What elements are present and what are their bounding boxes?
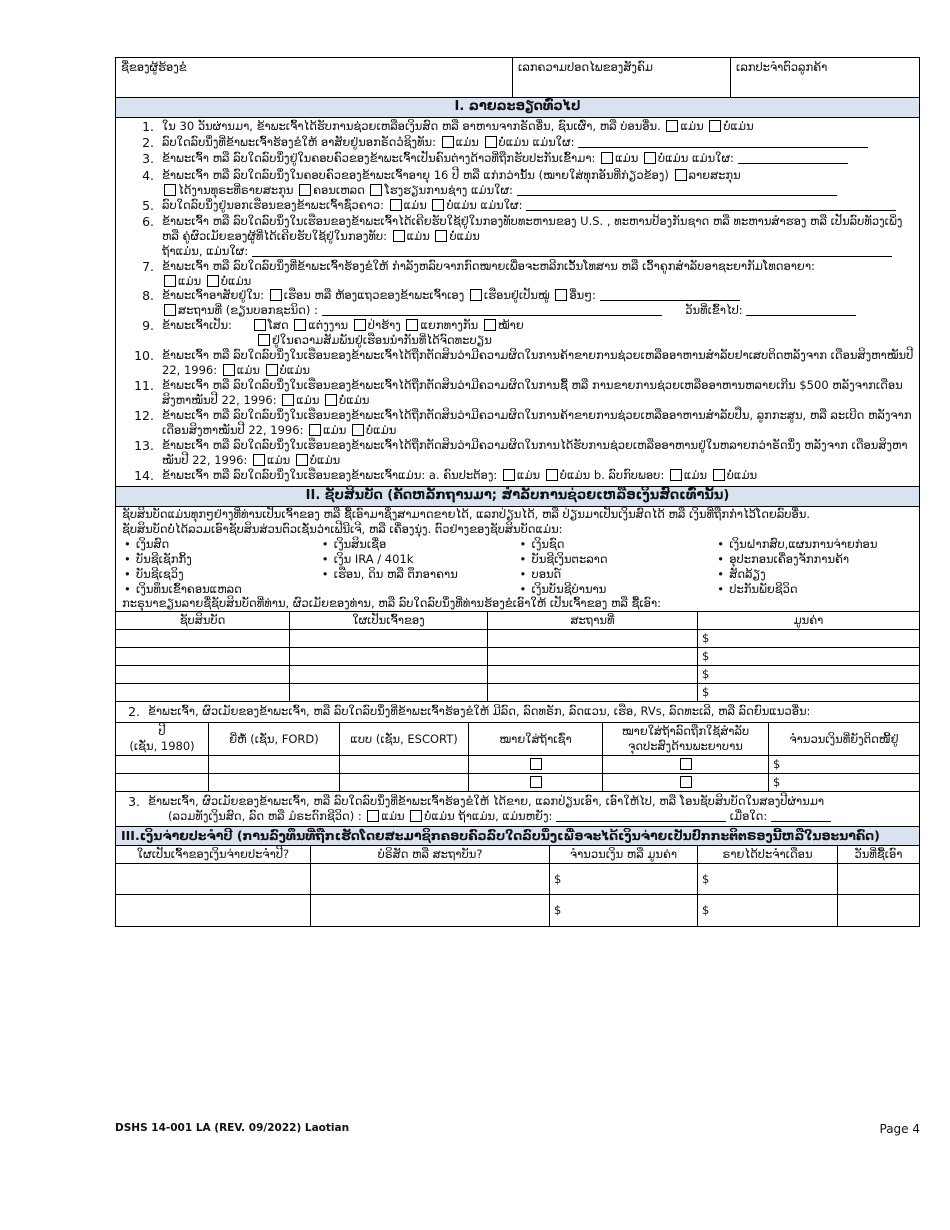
section2-q2: 2. ຂ້າພະເຈົ້າ, ຜົວເມັຍຂອງຂ້າພະເຈົ້າ, ຫລື ລົບໃດລົບນຶ່ງທີ່ຂ້າພະເຈົ້າຮ້ອງຂໍໃຫ້ ມີລົດ, ລົດທຣັກ, ລົດແວນ, ເຮືອ, RVs, ລົດທະເລີ, ຫລື ລົດຍົນແນວອື່ນ: xyxy=(116,702,919,723)
q6-who-field[interactable] xyxy=(252,244,892,257)
section2-q3: 3. ຂ້າພະເຈົ້າ, ຜົວເມັຍຂອງຂ້າພະເຈົ້າ, ຫລື ລົບໃດລົບນຶ່ງທີ່ຂ້າພະເຈົ້າຮ້ອງຂໍໃຫ້ ໄດ້ຂາຍ, ແລກປ່ຽນເອົາ, ເອົາໃຫ້ໄປ, ຫລື ໂອນຊັບສິນບັດໃນສອງປີຜ່ານມາ (ລວມທັງເງິນສົດ, ລົດ ຫລື ມໍຣະດົກຊີວິດ) : ແມ່ນ ບໍ່ແມ່ນ ຖ້າແມ່ນ, ແມ່ນຫຍັງ: ເມື່ອໃດ: xyxy=(116,792,919,827)
form-id: DSHS 14-001 LA (REV. 09/2022) Laotian xyxy=(115,1122,350,1134)
q9-widowed-checkbox[interactable] xyxy=(484,319,496,331)
q11-yes-checkbox[interactable] xyxy=(282,394,294,406)
asset-example-item: • ເງິນຝາກສົບ,ແຜນການຈ່າຍກ່ອນ xyxy=(715,537,913,552)
ssn-label: ເລກຄວາມປອດໄພຂອງສັງຄົມ xyxy=(518,60,653,74)
asset-example-item: • ສັດລ້ຽງ xyxy=(715,567,913,582)
table-row: $ xyxy=(116,756,919,774)
q8-opt2-checkbox[interactable] xyxy=(470,289,482,301)
vehicles-header-row: ປີ (ເຊັ່ນ, 1980) ຍີ່ຫໍ້ (ເຊັ່ນ, FORD) ແບບ (ເຊັ່ນ, ESCORT) ໝາຍໃສ່ຖ້າເຊົ່າ ໝາຍໃສ່ຖ້າລົດຖືກໃຊ້ສຳລັບ ຈຸດປະສົງດ້ານພະຍາບານ ຈຳນວນເງິນທີ່ຍັງຕິດໜີ້ຢູ່ xyxy=(116,723,919,755)
q8-opt1-checkbox[interactable] xyxy=(270,289,282,301)
section2-title: II. ຊັບສິນບັດ (ຄັດຫລັກຖານມາ; ສຳລັບການຊ່ວຍເຫລືອເງິນສົດເທົ່ານັ້ນ) xyxy=(116,487,919,507)
asset-example-item: • ປະກັນພັຍຊີວິດ xyxy=(715,582,913,597)
q1-yes-checkbox[interactable] xyxy=(666,120,678,132)
q9-separated-checkbox[interactable] xyxy=(406,319,418,331)
q13-yes-checkbox[interactable] xyxy=(253,454,265,466)
q5-no-checkbox[interactable] xyxy=(432,199,444,211)
q10-no-checkbox[interactable] xyxy=(266,364,278,376)
question-6: 6. ຂ້າພະເຈົ້າ ຫລື ລົບໃດລົບນຶ່ງໃນເຮືອນຂອງຂ້າພະເຈົ້າໄດ້ເຄີຍຮັບໃຊ້ຢູ່ໃນກອງທັບທະຫານຂອງ U.S. , ທະຫານປ້ອງກັນຊາດ ຫລື ທະຫານສຳຮອງ ຫລື ເປັນລົບທັວງເພິ່ງ ຫລື ຄູ່ຜົວເມັຍຂອງຜູ້ທີ່ໄດ້ເຄີຍຮັບໃຊ້ຢູ່ໃນກອງທັບ: ແມ່ນ ບໍ່ແມ່ນ ຖ້າແມ່ນ, ແມ່ນໃຜ: xyxy=(142,213,903,258)
q9-divorced-checkbox[interactable] xyxy=(354,319,366,331)
q2-yes-checkbox[interactable] xyxy=(442,136,454,148)
asset-example-item: • ເງິນບັນຊີບຳນານ xyxy=(518,582,716,597)
section2-q1: ກະຣຸນາຂຽນລາຍຊື່ຊັບສິນບັດທີ່ທ່ານ, ຜົວເມັຍຂອງທ່ານ, ຫລື ລົບໃດລົບນຶ່ງທີ່ທ່ານຮ້ອງຂໍເອົາໃຫ້ ເປັນເຈົ້າຂອງ ຫລື ຊື້ເອົາ: xyxy=(116,596,919,612)
q6-yes-checkbox[interactable] xyxy=(393,230,405,242)
question-4: 4. ຂ້າພະເຈົ້າ ຫລື ລົບໃດລົບນຶ່ງໃນຄອບຄົວຂອງຂ້າພະເຈົ້າອາຍຸ 16 ປີ ຫລື ແກ່ກວ່ານັ້ນ (ໝາຍໃສ່ທຸກອັນທີ່ກ່ຽວຂ້ອງ) ລາຍສະກຸນ ໄດ້ງານທຸຣະທີ່ຣາຍສະກຸນ ຄອນເຫລດ ໂຮງຮຽນການຊ່າງ ແມ່ນໃຜ: xyxy=(116,168,919,198)
q8-facility-checkbox[interactable] xyxy=(164,304,176,316)
q7-no-checkbox[interactable] xyxy=(207,275,219,287)
client-id-field[interactable] xyxy=(731,58,919,97)
asset-example-item: • ເງິນສົດ xyxy=(122,537,320,552)
transfer-no-checkbox[interactable] xyxy=(410,810,422,822)
table-row: $ xyxy=(116,684,919,702)
question-11: 11. ຂ້າພະເຈົ້າ ຫລື ລົບໃດລົບນຶ່ງໃນເຮືອນຂອງຂ້າພະເຈົ້າໄດ້ຖືກຕັດສິນວ່າມີຄວາມຜິດໃນການຊື້ ຫລື ການຂາຍການຊ່ວຍເຫລືອອາຫານຫລາຍເກີນ $500 ຫລັງຈາກເດືອນສິງຫາໝັນປີ 22, 1996: ແມ່ນ ບໍ່ແມ່ນ xyxy=(134,378,903,408)
q8-opt3-checkbox[interactable] xyxy=(555,289,567,301)
q13-no-checkbox[interactable] xyxy=(296,454,308,466)
q3-yes-checkbox[interactable] xyxy=(601,152,613,164)
q9-married-checkbox[interactable] xyxy=(294,319,306,331)
applicant-name-field[interactable] xyxy=(116,58,513,97)
question-9: 9. ຂ້າພະເຈົ້າເປັນ: ໂສດ ແຕ່ງງານ ປ່າຮ້າງ ແຍກທາງກັນ ໝ້າຍ ຢູ່ໃນຄວາມສັມພັນຢູ່ເຮືອນນຳກັນທີ່ໄດ້ຈົດທະບຽນ xyxy=(142,318,524,348)
q14b-no-checkbox[interactable] xyxy=(713,469,725,481)
q12-yes-checkbox[interactable] xyxy=(309,424,321,436)
q1-no-checkbox[interactable] xyxy=(709,120,721,132)
section1-body xyxy=(116,118,919,487)
transfer-when-field[interactable] xyxy=(771,809,831,822)
asset-example-item: • ບັນຊີເຊັກກິ້ງ xyxy=(122,552,320,567)
q8-facility-field[interactable] xyxy=(322,303,662,316)
question-12: 12. ຂ້າພະເຈົ້າ ຫລື ລົບໃດລົບນຶ່ງໃນເຮືອນຂອງຂ້າພະເຈົ້າໄດ້ຖືກຕັດສິນວ່າມີຄວາມຜິດໃນການຄ້າຂາຍການຊ່ວຍເຫລືອອາຫານສຳລັບປືນ, ລູກກະສູນ, ຫລື ລະເບີດ ຫລັງຈາກເດືອນສິງຫາໝັນປີ 22, 1996: ແມ່ນ ບໍ່ແມ່ນ xyxy=(134,407,912,437)
asset-example-item: • ເງິນທຶນເຂົ້າຄອນແຫລດ xyxy=(122,582,320,597)
q3-no-checkbox[interactable] xyxy=(644,152,656,164)
question-2: 2. ລົບໃດລົບນຶ່ງທີ່ຂ້າພະເຈົ້າຮ້ອງຂໍໃຫ້ ອາສັຍຢູ່ນອກຣັດວໍຊິງທັນ: ແມ່ນ ບໍ່ແມ່ນ ແມ່ນໃຜ: xyxy=(116,135,919,151)
assets-table xyxy=(116,612,919,702)
q8-date-field[interactable] xyxy=(746,303,856,316)
form-page xyxy=(115,57,920,927)
q4-opt1-checkbox[interactable] xyxy=(675,169,687,181)
vehicles-table xyxy=(116,723,919,792)
asset-example-item: • ບອນດ໌ xyxy=(518,567,716,582)
q11-no-checkbox[interactable] xyxy=(325,394,337,406)
question-1: 1. ໃນ 30 ວັນຜ່ານມາ, ຂ້າພະເຈົ້າໄດ້ຮັບການຊ່ວຍເຫລືອເງິນສົດ ຫລື ອາຫານຈາກຣັດອື່ນ, ຊົນເຜົ່າ, ຫລື ບ່ອນອື່ນ. ແມ່ນ ບໍ່ແມ່ນ xyxy=(142,118,754,134)
question-7: 7. ຂ້າພະເຈົ້າ ຫລື ລົບໃດລົບນຶ່ງທີ່ຂ້າພະເຈົ້າຮ້ອງຂໍໃຫ້ ກຳລັງຫລົບຈາກກົດໝາຍເພື່ອຈະຫລີກເວັ້ນໂທສານ ຫລື ເວົ້າຄູກສຳລັບອາຊະຍາກັມໂທດອາຍາ: ແມ່ນ ບໍ່ແມ່ນ xyxy=(142,258,815,288)
q4-who-field[interactable] xyxy=(517,183,837,196)
lease-checkbox[interactable] xyxy=(530,758,542,770)
q5-who-field[interactable] xyxy=(526,198,896,211)
question-5: 5. ລົບໃດລົບນຶ່ງຢູ່ນອກເຮືອນຂອງຂ້າພະເຈົ້າຊົ່ວຄາວ: ແມ່ນ ບໍ່ແມ່ນ ແມ່ນໃຜ: xyxy=(116,198,919,214)
asset-example-item: • ເຮືອນ, ດິນ ຫລື ຕຶກອາຄານ xyxy=(320,567,518,582)
q7-yes-checkbox[interactable] xyxy=(164,275,176,287)
question-14: 14. ຂ້າພະເຈົ້າ ຫລື ລົບໃດລົບນຶ່ງໃນເຮືອນຂອງຂ້າພະເຈົ້າແມ່ນ: a. ຄົນປະຕ້ອງ: ແມ່ນ ບໍ່ແມ່ນ b. ລົບກົບພອບ: ແມ່ນ ບໍ່ແມ່ນ xyxy=(134,467,758,483)
table-row: $ xyxy=(116,648,919,666)
q4-opt3-checkbox[interactable] xyxy=(299,184,311,196)
table-row: $ xyxy=(116,774,919,792)
question-10: 10. ຂ້າພະເຈົ້າ ຫລື ລົບໃດລົບນຶ່ງໃນເຮືອນຂອງຂ້າພະເຈົ້າໄດ້ຖືກຕັດສິນວ່າມີຄວາມຜິດໃນການຄ້າຂາຍການຊ່ວຍເຫລືອອາຫານສຳລັບຢາເສບຕິດຫລັງຈາກ ເດືອນສິງຫາໝັນປີ 22, 1996: ແມ່ນ ບໍ່ແມ່ນ xyxy=(134,348,914,378)
q4-opt4-checkbox[interactable] xyxy=(370,184,382,196)
ssn-field[interactable] xyxy=(513,58,731,97)
asset-examples-list xyxy=(116,537,919,597)
asset-example-item: • ເງິນ IRA / 401k xyxy=(320,552,518,567)
lease-checkbox[interactable] xyxy=(530,776,542,788)
header-row xyxy=(116,58,919,98)
asset-example-item: • ເງິນສິນເຊື່ອ xyxy=(320,537,518,552)
q2-no-checkbox[interactable] xyxy=(485,136,497,148)
section3-title: III.ເງິນຈ່າຍປະຈຳປີ (ການລົງທຶນທີ່ຖືກເຮັດໂດຍສະມາຊິກຄອບຄົວລົບໃດລົບນຶ່ງເພື່ອຈະໄດ້ເງິນຈ່າຍເປັນປົກກະຕິຕຣອງນີ້ຫລືໃນອະນາຄົດ) xyxy=(116,827,919,846)
medical-checkbox[interactable] xyxy=(680,776,692,788)
page-number: Page 4 xyxy=(879,1122,920,1136)
annuity-table xyxy=(116,846,919,925)
asset-example-item: • ເງິນຊົດ xyxy=(518,537,716,552)
asset-example-item: • ບັນຊີເຊວິງ xyxy=(122,567,320,582)
annuity-header-row: ໃຜເປັນເຈົ້າຂອງເງິນຈ່າຍປະຈຳປີ? ບໍຣິສັດ ຫລື ສະຖາບັນ? ຈຳນວນເງິນ ຫລື ມູນຄ່າ ຣາຍໄດ້ປະຈຳເດືອນ ວັນທີ່ຊື້ເອົາ xyxy=(116,846,919,863)
question-8: 8. ຂ້າພະເຈົ້າອາສັຍຢູ່ໃນ: ເຮືອນ ຫລື ຫ້ອງແຖວຂອງຂ້າພະເຈົ້າເອງ ເຮືອນຢູ່ເປັນໝູ່ ອື່ນໆ: ສະຖານທີ່ (ຂຽນບອກຊະນິດ) : ວັນທີ່ເຂົ້າໄປ: xyxy=(116,288,919,318)
q14b-yes-checkbox[interactable] xyxy=(670,469,682,481)
q10-yes-checkbox[interactable] xyxy=(223,364,235,376)
table-row: $ $ xyxy=(116,864,919,895)
q6-no-checkbox[interactable] xyxy=(435,230,447,242)
q12-no-checkbox[interactable] xyxy=(352,424,364,436)
section1-title: I. ລາຍລະອຽດທົ່ວໄປ xyxy=(116,98,919,118)
asset-example-item: • ບັນຊີເງິນຕະລາດ xyxy=(518,552,716,567)
question-3: 3. ຂ້າພະເຈົ້າ ຫລື ລົບໃດລົບນຶ່ງຢູ່ໃນຄອບຄົວຂອງຂ້າພະເຈົ້າເປັນຄົນຕ່າງດ້າວທີ່ຖືກຮັບປະກັນເຂົ້າມາ: ແມ່ນ ບໍ່ແມ່ນ ແມ່ນໃຜ: xyxy=(116,151,919,167)
applicant-name-label: ຊື່ຂອງຜູ້ຮ້ອງຂໍ xyxy=(121,60,187,74)
table-row: $ xyxy=(116,630,919,648)
table-row: $ xyxy=(116,666,919,684)
q2-who-field[interactable] xyxy=(578,135,868,148)
section2-intro: ຊັບສິນບັດແມ່ນທຸກໆຢ່າງທີ່ທ່ານເປັນເຈົ້າຂອງ ຫລື ຊື້ເອົາມາຊຶ່ງສາມາດຂາຍໄດ້, ແລກປ່ຽນໄດ້, ຫລື ປ່ຽນມາເປັນເງິນສົດໄດ້ ຫລື ເງິນທີ່ຖືກກຳໄວ້ໂດຍລົບອື່ນ. ຊັບສິນບັດບໍ່ໄດ້ລວມເອົາຊັບສິນສ່ວນຕົວເຊັ່ນວ່າເຟີນີເຈີ, ຫລື ເຄື່ອງນຸ່ງ. ຕົວຢ່າງຂອງຊັບສິນບັດແມ່ນ: xyxy=(122,506,810,536)
client-id-label: ເລກປະຈຳຕົວລູກຄ້າ xyxy=(736,60,828,74)
assets-header-row: ຊັບສິນບັດ ໃຜເປັນເຈົ້າຂອງ ສະຖານທີ່ ມູນຄ່າ xyxy=(116,612,919,629)
asset-example-item: • ອຸປະກອນເຄື່ອງຈັກການຄ້າ xyxy=(715,552,913,567)
q3-who-field[interactable] xyxy=(738,151,848,164)
question-13: 13. ຂ້າພະເຈົ້າ ຫລື ລົບໃດລົບນຶ່ງໃນເຮືອນຂອງຂ້າພະເຈົ້າໄດ້ຖືກຕັດສິນວ່າມີຄວາມຜິດໃນການໄດ້ຮັບການຊ່ວຍເຫລືອອາຫານຢູ່ໃນຫລາຍກວ່າຣັດນຶ່ງ ຫລັງຈາກ ເດືອນສິງຫາໝັນປີ 22, 1996: ແມ່ນ ບໍ່ແມ່ນ xyxy=(134,437,908,467)
q9-partnership-checkbox[interactable] xyxy=(258,334,270,346)
q14a-yes-checkbox[interactable] xyxy=(503,469,515,481)
q4-opt2-checkbox[interactable] xyxy=(164,184,176,196)
q14a-no-checkbox[interactable] xyxy=(546,469,558,481)
transfer-yes-checkbox[interactable] xyxy=(367,810,379,822)
q5-yes-checkbox[interactable] xyxy=(390,199,402,211)
table-row: $ $ xyxy=(116,895,919,926)
q9-single-checkbox[interactable] xyxy=(254,319,266,331)
transfer-what-field[interactable] xyxy=(556,809,726,822)
medical-checkbox[interactable] xyxy=(680,758,692,770)
q8-other-field[interactable] xyxy=(600,288,740,301)
